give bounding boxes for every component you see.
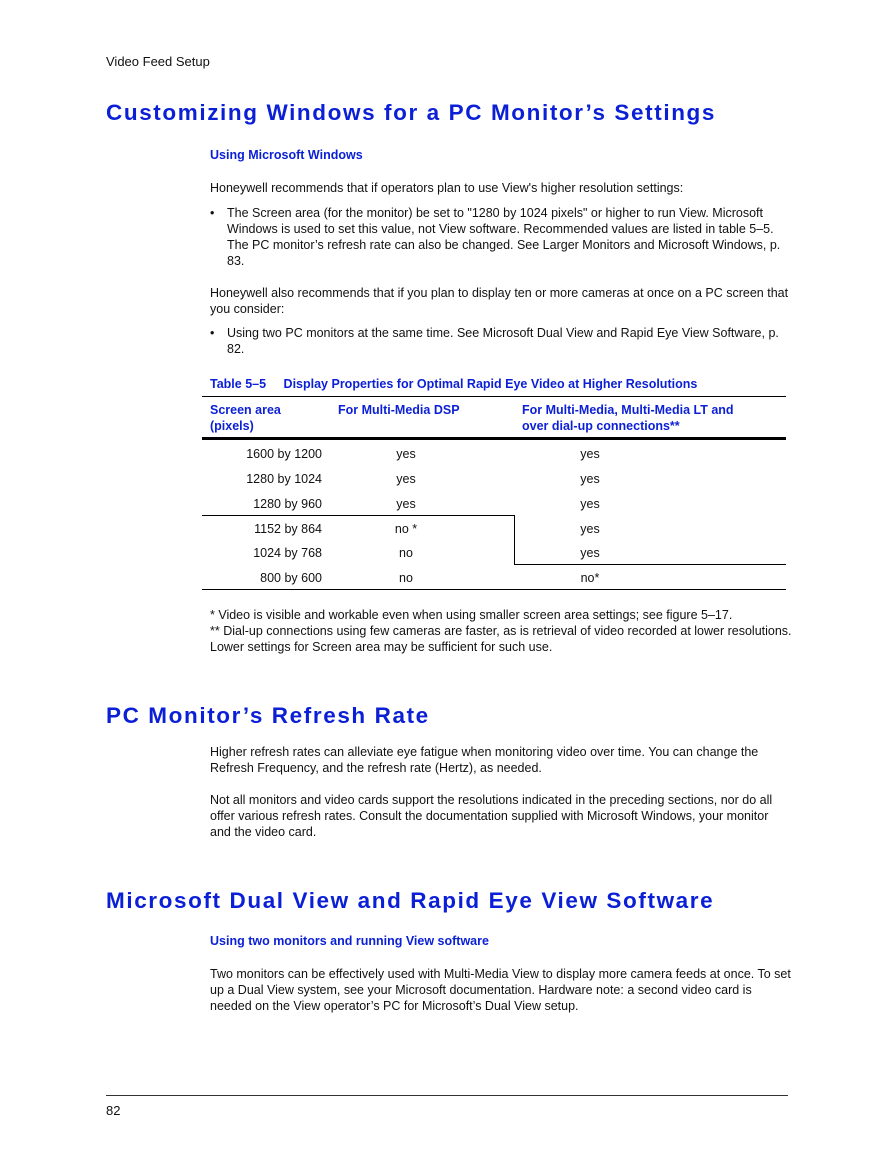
table-cell: 1280 by 1024 <box>246 472 322 486</box>
table-cell: no * <box>394 522 418 536</box>
list-item <box>210 325 790 357</box>
bullet-icon: • <box>210 326 215 340</box>
table-caption <box>210 377 697 391</box>
bullet-text: The Screen area (for the monitor) be set to "1280 by 1024 pixels" or higher to run View. Microsoft Windows is used to set this value, not View software. Recommended values are listed in table 5–5. The PC monitor’s refresh rate can also be changed. See Larger Monitors and Microsoft Windows, p. 83. <box>227 206 781 268</box>
dual-view-paragraph: Two monitors can be effectively used with Multi-Media View to display more camera feeds at once. To set up a Dual View system, see your Microsoft documentation. Hardware note: a second video card is needed on the View operator’s PC for Microsoft’s Dual View setup. <box>210 967 791 1013</box>
intro-paragraph: Honeywell recommends that if operators plan to use View's higher resolution settings: <box>210 181 684 195</box>
table-cell: yes <box>396 497 416 511</box>
refresh-rate-paragraph-2: Not all monitors and video cards support the resolutions indicated in the preceding sections, nor do all offer various refresh rates. Consult the documentation supplied with Microsoft Windows, your monitor and the video card. <box>210 793 773 839</box>
table-cell: no <box>399 571 413 585</box>
recommendation-paragraph: Honeywell also recommends that if you plan to display ten or more cameras at once on a PC screen that you consider: <box>210 286 789 316</box>
table-cell: 1024 by 768 <box>253 546 322 560</box>
table-vertical-rule <box>514 515 515 565</box>
list-item <box>210 205 790 269</box>
bullet-list-1 <box>210 205 790 269</box>
section-title-refresh-rate: PC Monitor’s Refresh Rate <box>106 703 430 728</box>
table-cell: yes <box>580 546 600 560</box>
table-cell: 1152 by 864 <box>254 522 322 536</box>
table-header-rule <box>202 437 786 440</box>
table-cell: no* <box>580 571 600 585</box>
section-title-customizing-windows: Customizing Windows for a PC Monitor’s Settings <box>106 100 716 125</box>
table-cell: no <box>399 546 413 560</box>
table-footnote-1: * Video is visible and workable even when using smaller screen area settings; see figure 5–17. <box>210 608 733 622</box>
table-header-multimedia-lt: For Multi-Media, Multi-Media LT and over dial-up connections** <box>522 403 734 433</box>
subheading-using-two-monitors: Using two monitors and running View software <box>210 934 489 948</box>
table-group-rule-right <box>514 564 786 565</box>
table-group-rule <box>202 515 514 516</box>
table-title: Display Properties for Optimal Rapid Eye Video at Higher Resolutions <box>283 377 698 391</box>
table-cell: yes <box>580 497 600 511</box>
table-cell: yes <box>580 447 600 461</box>
bullet-icon: • <box>210 206 215 220</box>
table-cell: 800 by 600 <box>260 571 322 585</box>
table-footnote-2: ** Dial-up connections using few cameras are faster, as is retrieval of video recorded at lower resolutions. Lower settings for Screen area may be sufficient for such use. <box>210 624 792 654</box>
footer-rule <box>106 1095 788 1096</box>
bullet-text: Using two PC monitors at the same time. See Microsoft Dual View and Rapid Eye View Software, p. 82. <box>227 326 779 356</box>
table-cell: yes <box>396 447 416 461</box>
running-header: Video Feed Setup <box>106 54 210 69</box>
table-number: Table 5–5 <box>210 377 267 391</box>
table-cell: yes <box>580 472 600 486</box>
table-cell: yes <box>396 472 416 486</box>
subheading-using-microsoft-windows: Using Microsoft Windows <box>210 148 363 162</box>
table-header-multimedia-dsp: For Multi-Media DSP <box>338 403 460 417</box>
table-cell: 1600 by 1200 <box>246 447 322 461</box>
table-header-screen-area: Screen area (pixels) <box>210 403 281 433</box>
section-title-dual-view: Microsoft Dual View and Rapid Eye View Software <box>106 888 715 913</box>
page-number: 82 <box>106 1103 121 1118</box>
table-cell: yes <box>580 522 600 536</box>
bullet-list-2 <box>210 325 790 357</box>
table-bottom-rule <box>202 589 786 590</box>
table-cell: 1280 by 960 <box>253 497 322 511</box>
table-top-rule <box>202 396 786 397</box>
refresh-rate-paragraph-1: Higher refresh rates can alleviate eye fatigue when monitoring video over time. You can change the Refresh Frequency, and the refresh rate (Hertz), as needed. <box>210 745 759 775</box>
